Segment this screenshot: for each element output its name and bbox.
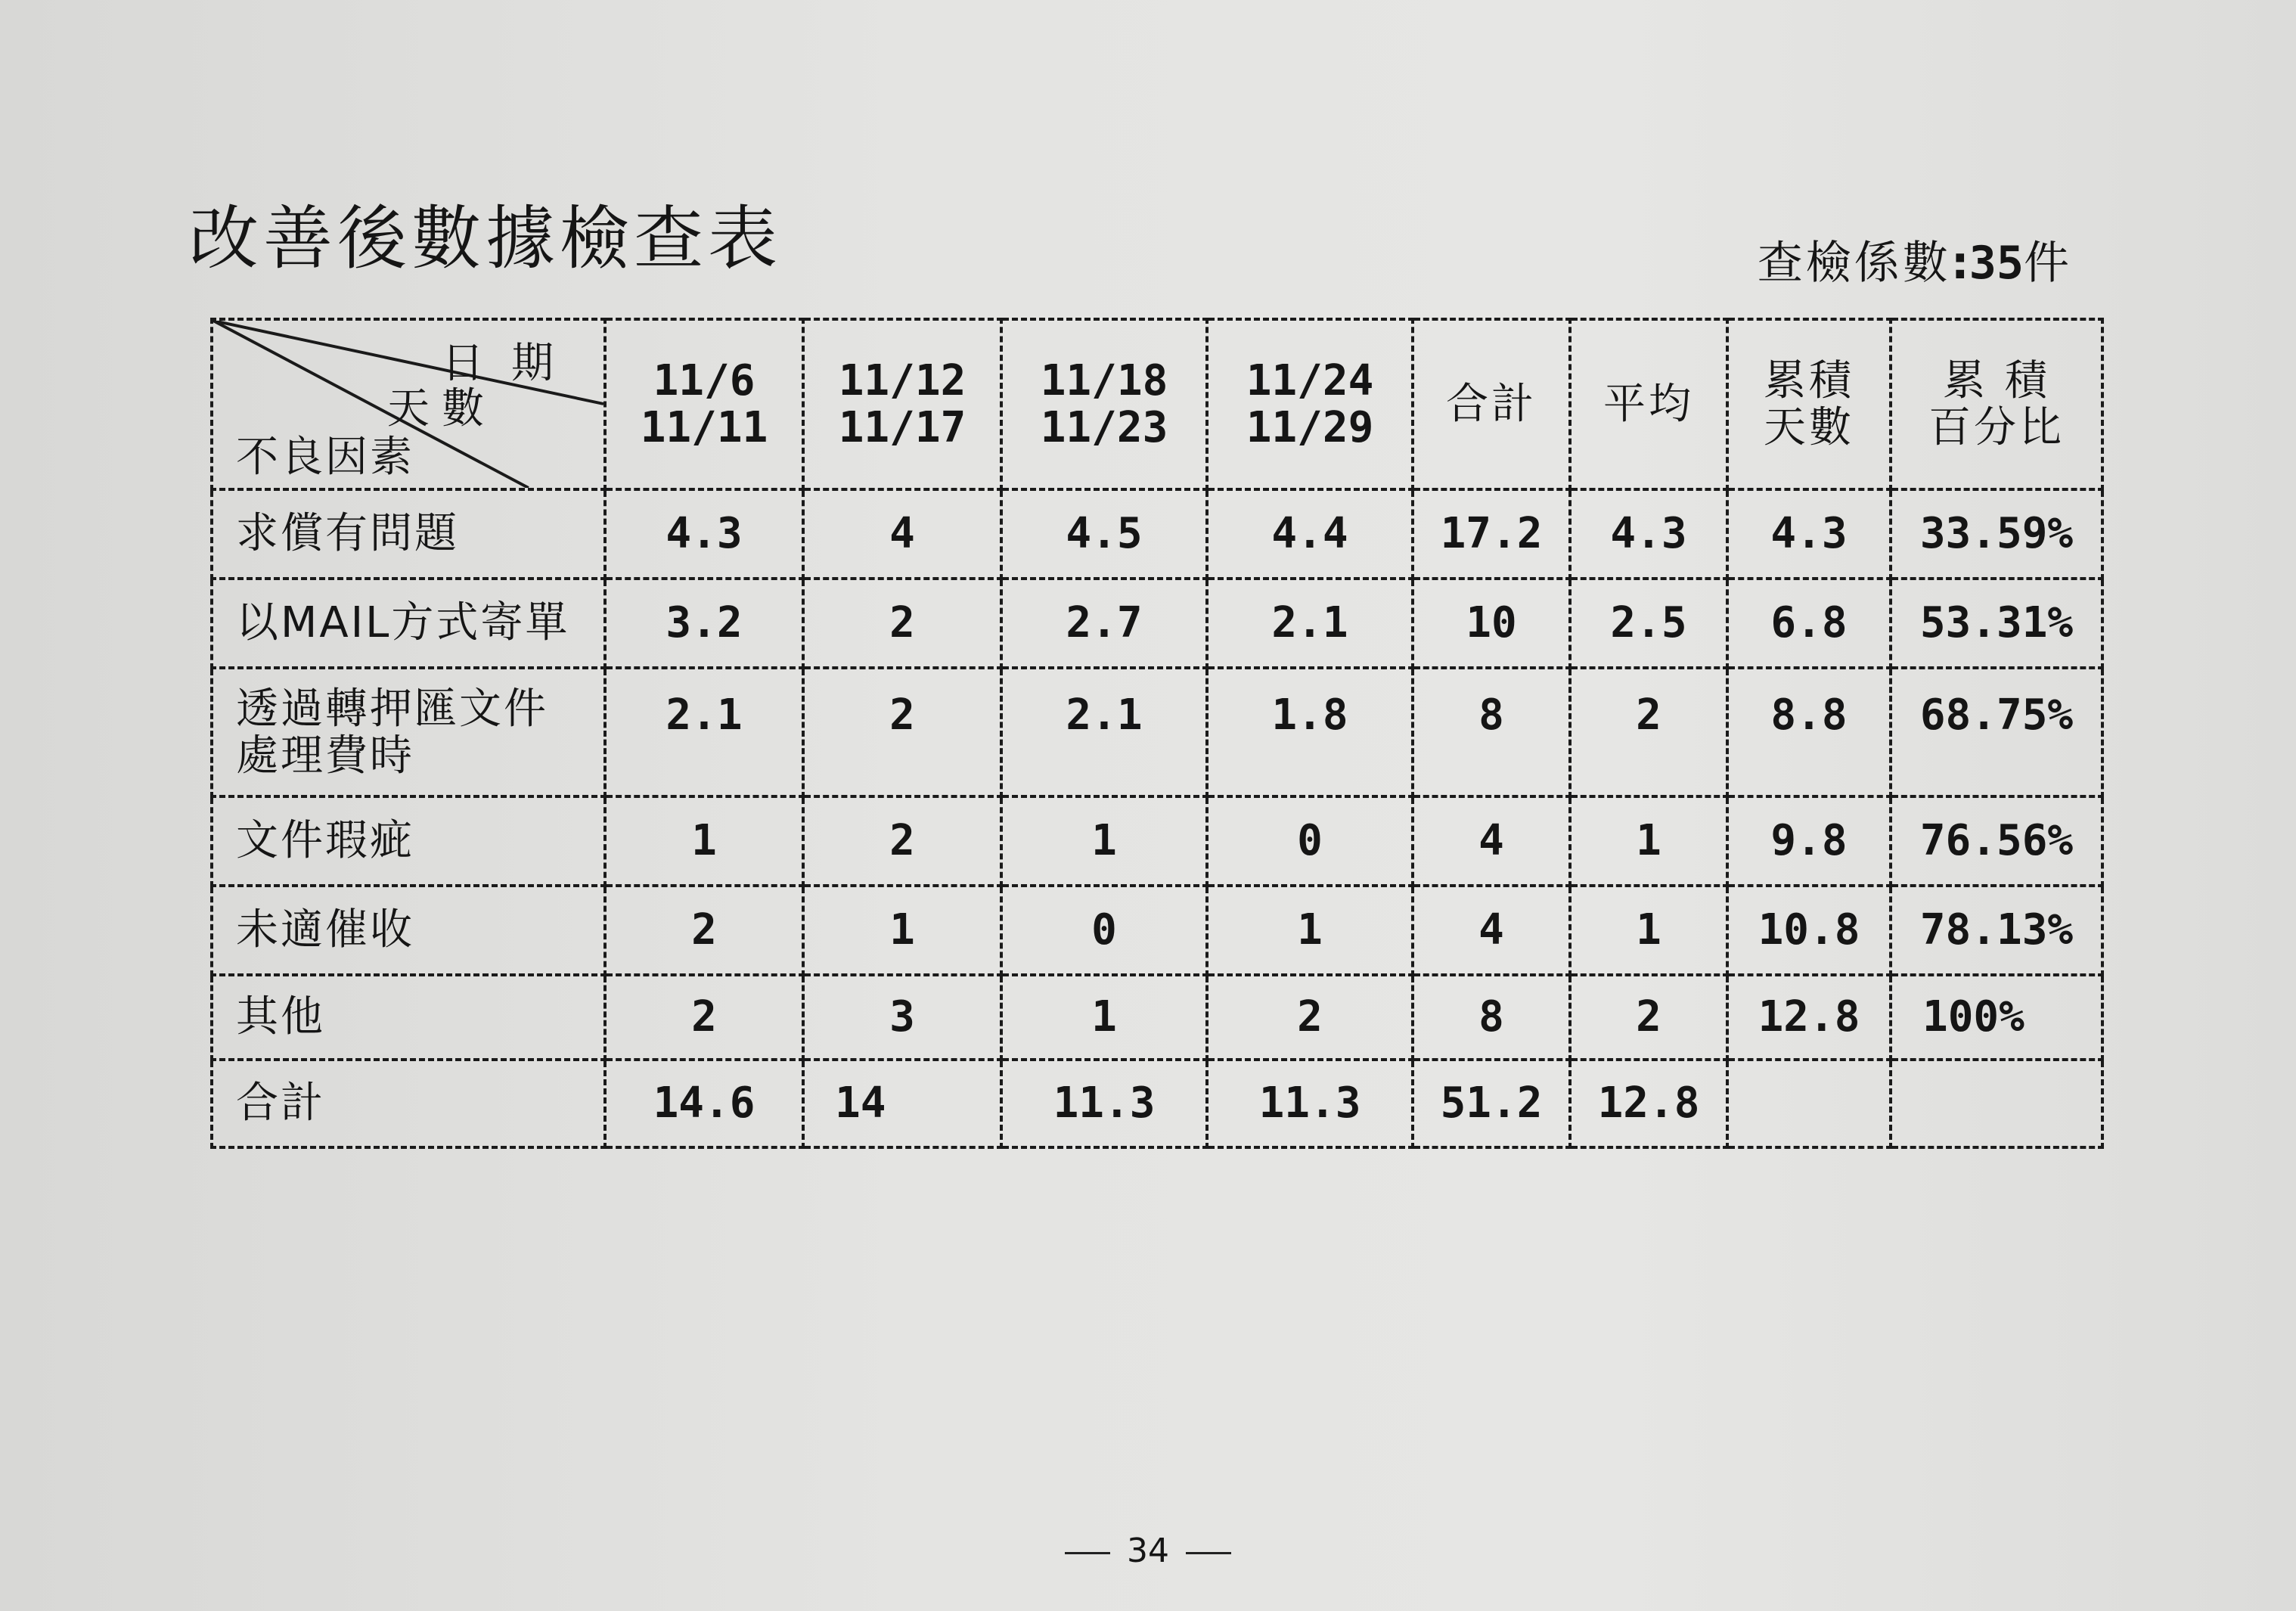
average-cell: 1 — [1570, 886, 1727, 975]
column-header-cumulative-days — [1727, 319, 1891, 489]
value-cell: 4.5 — [1001, 489, 1207, 579]
value-cell: 2.7 — [1001, 579, 1207, 668]
column-header-line2: 11/23 — [1040, 402, 1168, 452]
column-header-average — [1570, 319, 1727, 489]
factor-line1: 透過轉押匯文件 — [236, 684, 548, 734]
factor-cell — [212, 668, 605, 796]
column-header-line1: 11/12 — [838, 355, 966, 405]
cumulative-percent-cell: 100% — [1891, 975, 2102, 1060]
column-header-line1: 合計 — [1446, 379, 1537, 429]
value-cell: 11.3 — [1207, 1060, 1413, 1147]
page-title: 改善後數據檢查表 — [189, 198, 783, 279]
table-row — [212, 796, 2102, 886]
value-cell: 2 — [803, 796, 1001, 886]
value-cell: 1.8 — [1207, 668, 1413, 796]
value-cell: 14 — [803, 1060, 1001, 1147]
value-cell: 14.6 — [605, 1060, 803, 1147]
value-cell: 1 — [605, 796, 803, 886]
corner-factor-label: 不良因素 — [236, 433, 414, 482]
value-cell: 2 — [1207, 975, 1413, 1060]
value-cell: 2.1 — [605, 668, 803, 796]
value-cell: 3 — [803, 975, 1001, 1060]
column-header-line1: 11/24 — [1246, 355, 1374, 405]
table-row-total — [212, 1060, 2102, 1147]
column-header-line2: 天數 — [1764, 402, 1854, 452]
value-cell: 2 — [803, 668, 1001, 796]
factor-cell: 未適催收 — [212, 886, 605, 975]
value-cell: 0 — [1001, 886, 1207, 975]
check-sheet-table — [210, 318, 2104, 1149]
value-cell: 1 — [1207, 886, 1413, 975]
table-row — [212, 489, 2102, 579]
factor-line2: 處理費時 — [236, 731, 414, 781]
inspection-count-unit: 件 — [2024, 237, 2069, 290]
value-cell: 4.4 — [1207, 489, 1413, 579]
total-cell: 17.2 — [1413, 489, 1570, 579]
factor-cell: 合計 — [212, 1060, 605, 1147]
inspection-count — [1757, 237, 2069, 290]
value-cell: 11.3 — [1001, 1060, 1207, 1147]
dash-left — [1065, 1552, 1110, 1554]
average-cell: 2.5 — [1570, 579, 1727, 668]
average-cell: 1 — [1570, 796, 1727, 886]
cumulative-days-cell: 8.8 — [1727, 668, 1891, 796]
column-header-line1: 平均 — [1603, 379, 1694, 429]
inspection-count-colon: : — [1950, 237, 1969, 290]
value-cell: 2.1 — [1207, 579, 1413, 668]
column-header-period-2 — [803, 319, 1001, 489]
header-row — [212, 319, 2102, 489]
average-cell: 12.8 — [1570, 1060, 1727, 1147]
factor-cell: 其他 — [212, 975, 605, 1060]
cumulative-days-cell: 12.8 — [1727, 975, 1891, 1060]
average-cell: 4.3 — [1570, 489, 1727, 579]
total-cell: 51.2 — [1413, 1060, 1570, 1147]
table-row — [212, 975, 2102, 1060]
cumulative-percent-cell: 76.56% — [1891, 796, 2102, 886]
inspection-count-label: 查檢係數 — [1757, 237, 1951, 290]
page-number-value: 34 — [1127, 1532, 1169, 1570]
column-header-cumulative-percent — [1891, 319, 2102, 489]
column-header-period-1 — [605, 319, 803, 489]
factor-cell: 求償有問題 — [212, 489, 605, 579]
factor-cell: 文件瑕疵 — [212, 796, 605, 886]
value-cell: 2 — [803, 579, 1001, 668]
dash-right — [1186, 1552, 1231, 1554]
value-cell: 4.3 — [605, 489, 803, 579]
column-header-period-3 — [1001, 319, 1207, 489]
column-header-line1: 11/6 — [653, 355, 756, 405]
cumulative-days-cell: 6.8 — [1727, 579, 1891, 668]
value-cell: 2 — [605, 975, 803, 1060]
total-cell: 10 — [1413, 579, 1570, 668]
cumulative-days-cell: 4.3 — [1727, 489, 1891, 579]
cumulative-days-cell — [1727, 1060, 1891, 1147]
page-number — [0, 1532, 2296, 1570]
cumulative-percent-cell: 33.59% — [1891, 489, 2102, 579]
table-row — [212, 668, 2102, 796]
value-cell: 0 — [1207, 796, 1413, 886]
value-cell: 1 — [1001, 975, 1207, 1060]
corner-header-cell — [212, 319, 605, 489]
column-header-period-4 — [1207, 319, 1413, 489]
column-header-line2: 百分比 — [1928, 402, 2065, 452]
value-cell: 2 — [605, 886, 803, 975]
corner-date-label: 日期 — [442, 339, 581, 388]
cumulative-percent-cell: 78.13% — [1891, 886, 2102, 975]
column-header-line1: 11/18 — [1040, 355, 1168, 405]
total-cell: 8 — [1413, 975, 1570, 1060]
cumulative-percent-cell — [1891, 1060, 2102, 1147]
corner-days-label: 天數 — [387, 384, 496, 433]
factor-cell: 以MAIL方式寄單 — [212, 579, 605, 668]
total-cell: 4 — [1413, 796, 1570, 886]
cumulative-percent-cell: 53.31% — [1891, 579, 2102, 668]
total-cell: 4 — [1413, 886, 1570, 975]
table-row — [212, 579, 2102, 668]
value-cell: 4 — [803, 489, 1001, 579]
column-header-line1: 累積 — [1764, 355, 1854, 405]
column-header-total — [1413, 319, 1570, 489]
cumulative-days-cell: 10.8 — [1727, 886, 1891, 975]
table-row — [212, 886, 2102, 975]
total-cell: 8 — [1413, 668, 1570, 796]
column-header-line2: 11/17 — [838, 402, 966, 452]
value-cell: 2.1 — [1001, 668, 1207, 796]
column-header-line1: 累 積 — [1943, 355, 2050, 405]
cumulative-days-cell: 9.8 — [1727, 796, 1891, 886]
cumulative-percent-cell: 68.75% — [1891, 668, 2102, 796]
average-cell: 2 — [1570, 975, 1727, 1060]
inspection-count-value: 35 — [1969, 237, 2024, 290]
average-cell: 2 — [1570, 668, 1727, 796]
column-header-line2: 11/11 — [640, 402, 768, 452]
value-cell: 3.2 — [605, 579, 803, 668]
column-header-line2: 11/29 — [1246, 402, 1374, 452]
value-cell: 1 — [803, 886, 1001, 975]
value-cell: 1 — [1001, 796, 1207, 886]
